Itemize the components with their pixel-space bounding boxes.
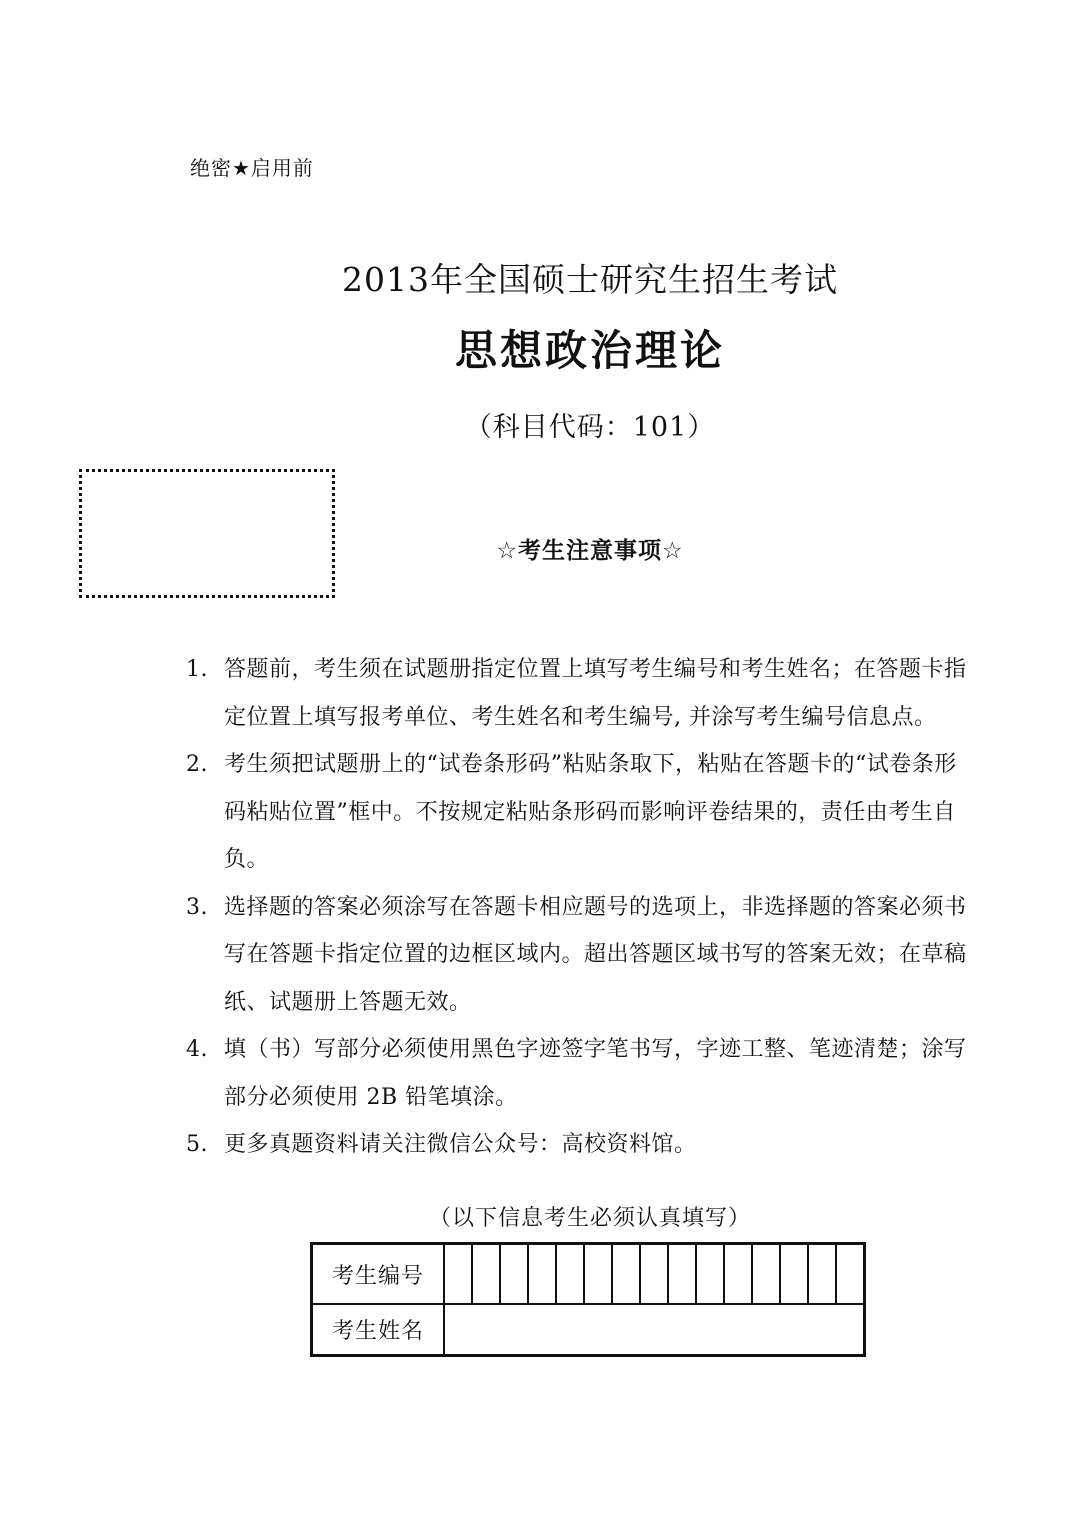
- candidate-id-digit-box[interactable]: [500, 1244, 528, 1305]
- candidate-id-row: [312, 1244, 865, 1305]
- instruction-number: 5.: [186, 1132, 208, 1157]
- instruction-item: [186, 1026, 976, 1121]
- candidate-id-digit-box[interactable]: [668, 1244, 696, 1305]
- candidate-info-table: [310, 1242, 866, 1357]
- fill-in-note: （以下信息考生必须认真填写）: [428, 1206, 751, 1231]
- instruction-text: 答题前，考生须在试题册指定位置上填写考生编号和考生姓名；在答题卡指定位置上填写报考单位、考生姓名和考生编号, 并涂写考生编号信息点。: [224, 657, 967, 730]
- candidate-id-digit-box[interactable]: [836, 1244, 865, 1305]
- instruction-text: 填（书）写部分必须使用黑色字迹签字笔书写，字迹工整、笔迹清楚；涂写部分必须使用 2B 铅笔填涂。: [224, 1037, 967, 1110]
- instruction-item: [186, 884, 976, 1027]
- candidate-id-digit-box[interactable]: [584, 1244, 612, 1305]
- instruction-text: 更多真题资料请关注微信公众号：高校资料馆。: [224, 1132, 697, 1157]
- instruction-text: 选择题的答案必须涂写在答题卡相应题号的选项上，非选择题的答案必须书写在答题卡指定位置的边框区域内。超出答题区域书写的答案无效；在草稿纸、试题册上答题无效。: [224, 894, 967, 1015]
- instruction-number: 3.: [186, 894, 208, 920]
- instruction-number: 1.: [186, 657, 208, 682]
- candidate-id-digit-box[interactable]: [808, 1244, 836, 1305]
- candidate-id-digit-box[interactable]: [528, 1244, 556, 1305]
- confidential-mark: 绝密★启用前: [190, 156, 314, 180]
- candidate-id-label: 考生编号: [312, 1244, 445, 1305]
- candidate-id-digit-box[interactable]: [444, 1244, 472, 1305]
- candidate-id-digit-box[interactable]: [724, 1244, 752, 1305]
- candidate-id-digit-box[interactable]: [640, 1244, 668, 1305]
- instruction-number: 2.: [186, 752, 208, 777]
- instruction-item: [186, 741, 976, 884]
- exam-title: 2013年全国硕士研究生招生考试: [342, 260, 838, 299]
- candidate-name-field[interactable]: [444, 1304, 865, 1356]
- subject-title: 思想政治理论: [454, 326, 725, 375]
- candidate-id-digit-box[interactable]: [472, 1244, 500, 1305]
- subject-code: （科目代码：101）: [464, 412, 716, 443]
- candidate-id-digit-box[interactable]: [556, 1244, 584, 1305]
- candidate-name-row: [312, 1304, 865, 1356]
- candidate-name-label: 考生姓名: [312, 1304, 445, 1356]
- notice-heading: ☆考生注意事项☆: [496, 538, 684, 564]
- candidate-id-digit-box[interactable]: [752, 1244, 780, 1305]
- instruction-item: [186, 1121, 976, 1169]
- instructions-list: [186, 646, 976, 1169]
- instruction-text: 考生须把试题册上的“试卷条形码”粘贴条取下，粘贴在答题卡的“试卷条形码粘贴位置”框中。不按规定粘贴条形码而影响评卷结果的，责任由考生自负。: [224, 752, 957, 872]
- candidate-id-digit-box[interactable]: [696, 1244, 724, 1305]
- candidate-id-digit-box[interactable]: [612, 1244, 640, 1305]
- instruction-number: 4.: [186, 1037, 208, 1062]
- candidate-id-digit-box[interactable]: [780, 1244, 808, 1305]
- instruction-item: [186, 646, 976, 741]
